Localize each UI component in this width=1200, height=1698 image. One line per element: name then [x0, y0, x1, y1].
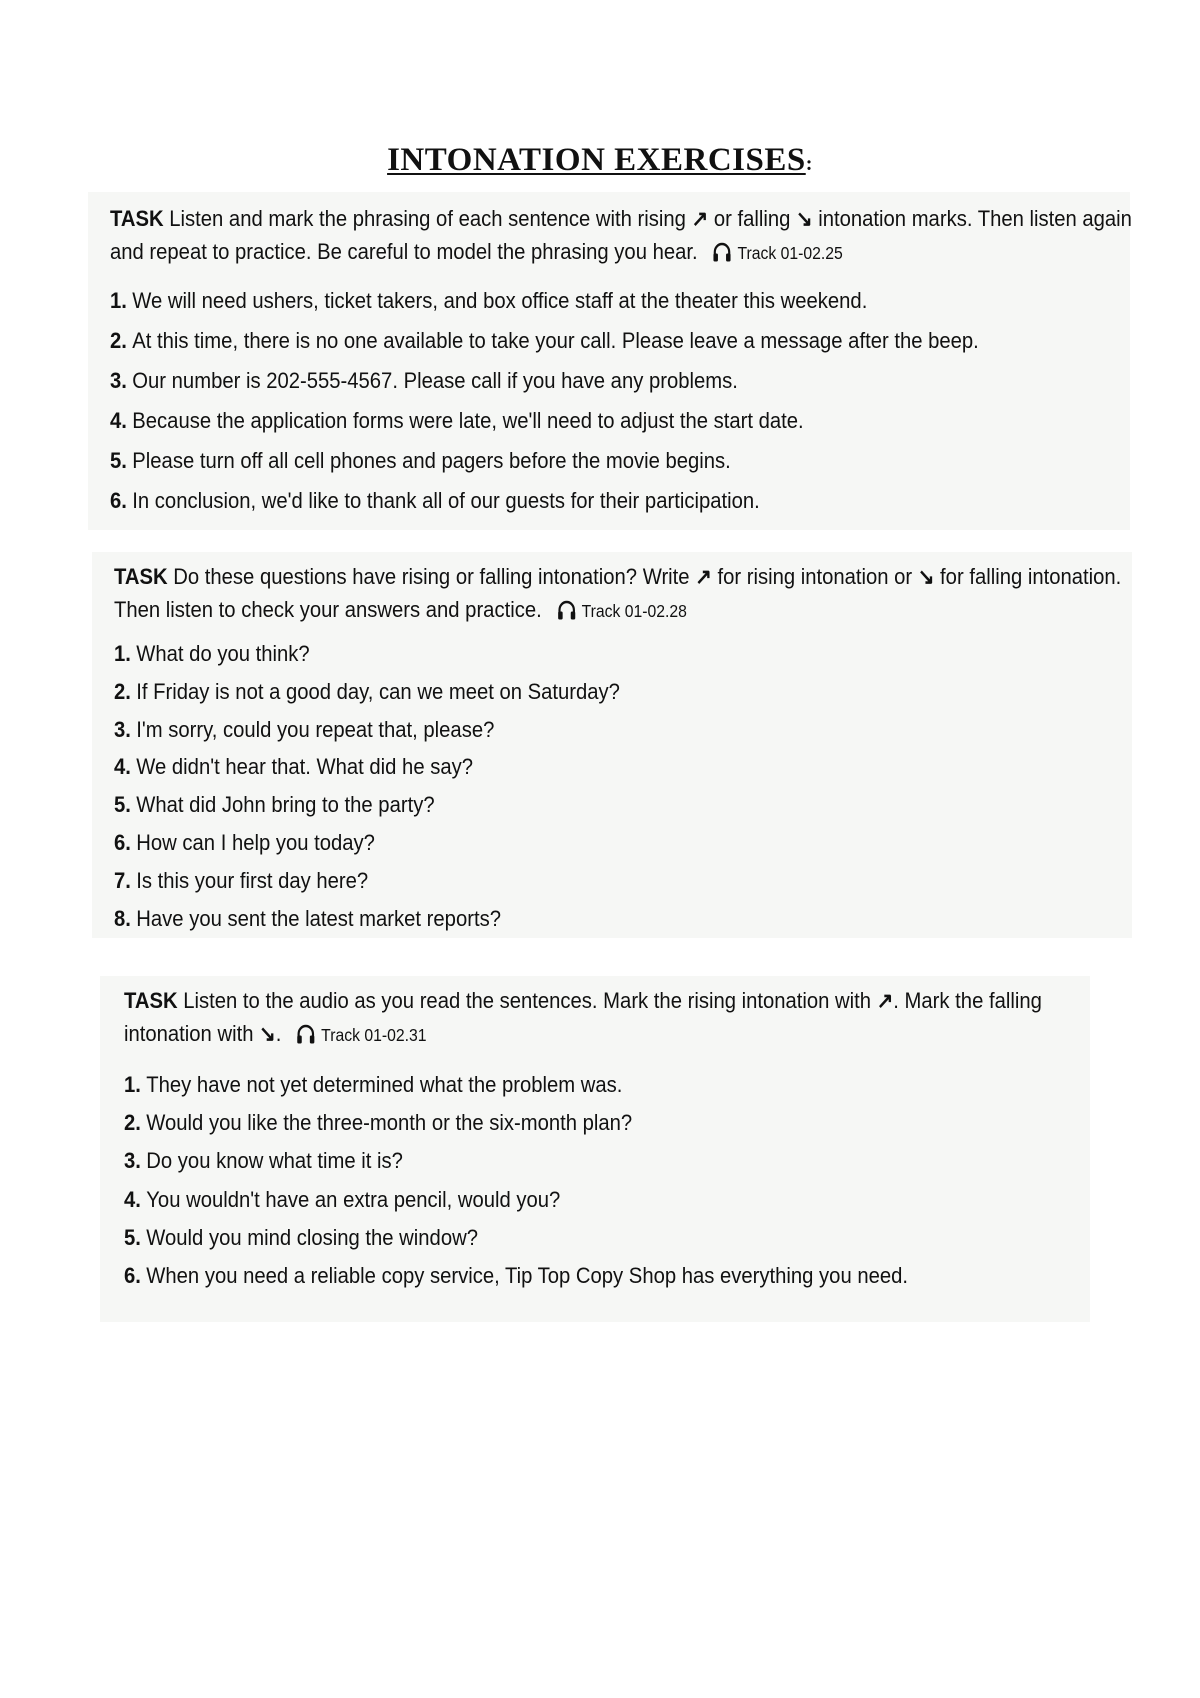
item-number: 2. [114, 678, 131, 704]
task-label: TASK [114, 564, 168, 589]
task-1-instruction-a: Listen and mark the phrasing of each sentence with rising [169, 206, 686, 231]
item-text: If Friday is not a good day, can we meet on Saturday? [136, 678, 620, 704]
task-3-track [296, 1025, 427, 1045]
task-3-track-label: Track 01-02.31 [321, 1025, 427, 1045]
item-text: Please turn off all cell phones and pagers before the movie begins. [132, 448, 731, 473]
item-number: 6. [110, 488, 127, 513]
item-text: Would you mind closing the window? [146, 1224, 478, 1250]
item-text: We will need ushers, ticket takers, and box office staff at the theater this weekend. [132, 288, 868, 313]
item-number: 3. [114, 716, 131, 742]
rising-arrow-icon: ↗ [695, 564, 712, 589]
item-number: 2. [110, 328, 127, 353]
list-item [114, 748, 620, 786]
task-label: TASK [124, 988, 178, 1013]
task-1-track-label: Track 01-02.25 [737, 243, 843, 263]
list-item [110, 281, 979, 321]
task-2-instruction-b: for rising intonation or [717, 564, 913, 589]
page-title-text: INTONATION EXERCISES [387, 142, 806, 178]
list-item [114, 862, 620, 900]
item-number: 5. [110, 448, 127, 473]
item-number: 5. [114, 792, 131, 818]
item-text: They have not yet determined what the problem was. [146, 1072, 623, 1097]
falling-arrow-icon: ↘ [796, 206, 813, 231]
item-text: How can I help you today? [136, 829, 375, 855]
headphones-icon [556, 599, 576, 621]
page-title-colon: : [805, 153, 813, 175]
list-item [124, 1142, 908, 1180]
task-2-instruction-a: Do these questions have rising or falling intonation? Write [173, 564, 690, 589]
task-2-instruction [114, 560, 1149, 628]
rising-arrow-icon: ↗ [691, 206, 709, 231]
task-3-list [124, 1066, 908, 1295]
list-item [110, 481, 979, 521]
list-item [124, 1181, 908, 1219]
item-text: I'm sorry, could you repeat that, please? [136, 716, 495, 742]
list-item [124, 1066, 908, 1104]
item-text: Would you like the three-month or the six-month plan? [146, 1110, 633, 1136]
item-text: In conclusion, we'd like to thank all of our guests for their participation. [132, 488, 760, 513]
item-number: 1. [110, 288, 127, 313]
list-item [124, 1104, 908, 1142]
item-text: Do you know what time it is? [146, 1148, 403, 1174]
item-number: 3. [124, 1148, 141, 1174]
rising-arrow-icon: ↗ [876, 988, 894, 1013]
task-1-list [110, 281, 979, 521]
item-number: 6. [124, 1262, 141, 1288]
item-text: When you need a reliable copy service, Tip Top Copy Shop has everything you need. [146, 1262, 909, 1288]
list-item [124, 1257, 908, 1295]
task-3-instruction-a: Listen to the audio as you read the sentences. Mark the rising intonation with [183, 988, 872, 1013]
item-number: 4. [124, 1186, 141, 1212]
list-item [124, 1219, 908, 1257]
item-number: 4. [114, 754, 131, 780]
task-2-list [114, 635, 620, 937]
item-number: 8. [114, 905, 131, 931]
item-text: You wouldn't have an extra pencil, would you? [146, 1186, 561, 1212]
item-number: 1. [114, 641, 131, 666]
list-item [110, 361, 979, 401]
item-text: What did John bring to the party? [136, 792, 435, 818]
task-label: TASK [110, 206, 164, 231]
task-2-track-label: Track 01-02.28 [581, 601, 687, 621]
list-item [110, 441, 979, 481]
task-1-instruction-c: intonation marks. Then listen again and repeat to practice. Be careful to model the phrasing you hear. [110, 206, 1132, 264]
list-item [114, 900, 620, 938]
page-title [0, 142, 1200, 179]
item-number: 3. [110, 368, 127, 393]
item-number: 1. [124, 1072, 141, 1097]
headphones-icon [712, 241, 732, 263]
list-item [114, 635, 620, 673]
task-2-track [556, 601, 687, 621]
list-item [114, 673, 620, 711]
item-number: 6. [114, 829, 131, 855]
task-1-track [712, 243, 843, 263]
list-item [114, 711, 620, 749]
item-number: 5. [124, 1224, 141, 1250]
list-item [110, 401, 979, 441]
item-text: What do you think? [136, 641, 310, 666]
item-number: 4. [110, 408, 127, 433]
item-text: At this time, there is no one available to take your call. Please leave a message after the beep. [132, 328, 979, 353]
task-3-instruction-b: . Mark the falling intonation with [124, 988, 1042, 1046]
falling-arrow-icon: ↘ [917, 564, 935, 589]
item-text: Is this your first day here? [136, 867, 369, 893]
list-item [110, 321, 979, 361]
task-1-instruction [110, 202, 1145, 270]
list-item [114, 824, 620, 862]
list-item [114, 786, 620, 824]
falling-arrow-icon: ↘ [259, 1021, 276, 1046]
item-text: Our number is 202-555-4567. Please call if you have any problems. [132, 368, 738, 393]
task-1-instruction-b: or falling [713, 206, 791, 231]
headphones-icon [296, 1023, 316, 1045]
task-2-instruction-c: for falling intonation. Then listen to check your answers and practice. [114, 564, 1122, 622]
task-3-instruction-c: . [275, 1021, 282, 1046]
item-text: Because the application forms were late, we'll need to adjust the start date. [132, 408, 804, 433]
item-text: We didn't hear that. What did he say? [136, 754, 473, 780]
item-number: 7. [114, 867, 131, 893]
item-text: Have you sent the latest market reports? [136, 905, 501, 931]
task-3-instruction [124, 984, 1114, 1052]
item-number: 2. [124, 1110, 141, 1136]
